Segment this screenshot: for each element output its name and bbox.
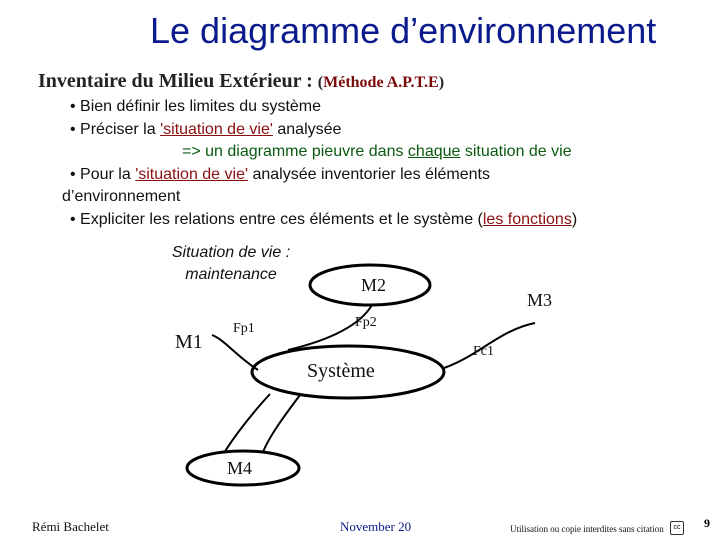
footer-date: November 20 [340,519,412,534]
footer-author: Rémi Bachelet [32,519,109,534]
m2-label: M2 [361,275,387,295]
situation-link-2: 'situation de vie' [135,165,249,183]
slide-title: Le diagramme d’environnement [150,10,657,51]
m4-link-a [224,394,270,453]
subtitle-open-paren: ( [317,74,324,91]
m3-label: M3 [527,290,553,310]
fp1-label: Fp1 [233,321,255,336]
bullet-situation: • Préciser la 'situation de vie' analysée [70,120,342,138]
system-label: Système [307,360,375,382]
page-number: 9 [704,516,710,530]
m1-label: M1 [175,331,203,353]
bullet-list [62,96,690,231]
octopus-diagram [0,230,720,490]
situation-label: Situation de vie : maintenance [156,242,306,286]
fp1-link [212,335,258,370]
m4-link-b [263,395,300,452]
bullet-limits: • Bien définir les limites du système [70,98,322,115]
bullet-inventory-continued: d’environnement [62,188,181,205]
situation-link: 'situation de vie' [160,120,273,138]
bullet-relations: • Expliciter les relations entre ces éléments et le système (les fonctions) [70,210,578,228]
subtitle [38,70,444,93]
situation-value: maintenance [185,266,277,283]
functions-underlined: les fonctions [482,210,572,228]
fp2-label: Fp2 [355,315,377,330]
m4-label: M4 [227,458,253,478]
footer-license: Utilisation ou copie interdites sans citation [510,524,664,534]
creative-commons-icon: cc [670,521,684,535]
bullet-inventory: • Pour la 'situation de vie' analysée inventorier les éléments [70,165,490,183]
fc1-label: Fc1 [473,344,494,359]
subtitle-close-paren: ) [438,74,445,91]
subtitle-main: Inventaire du Milieu Extérieur : [38,70,318,92]
subtitle-method: Méthode A.P.T.E [323,74,439,91]
bullet-consequence: => un diagramme pieuvre dans chaque situation de vie [182,143,572,160]
chaque-underlined: chaque [407,143,461,160]
